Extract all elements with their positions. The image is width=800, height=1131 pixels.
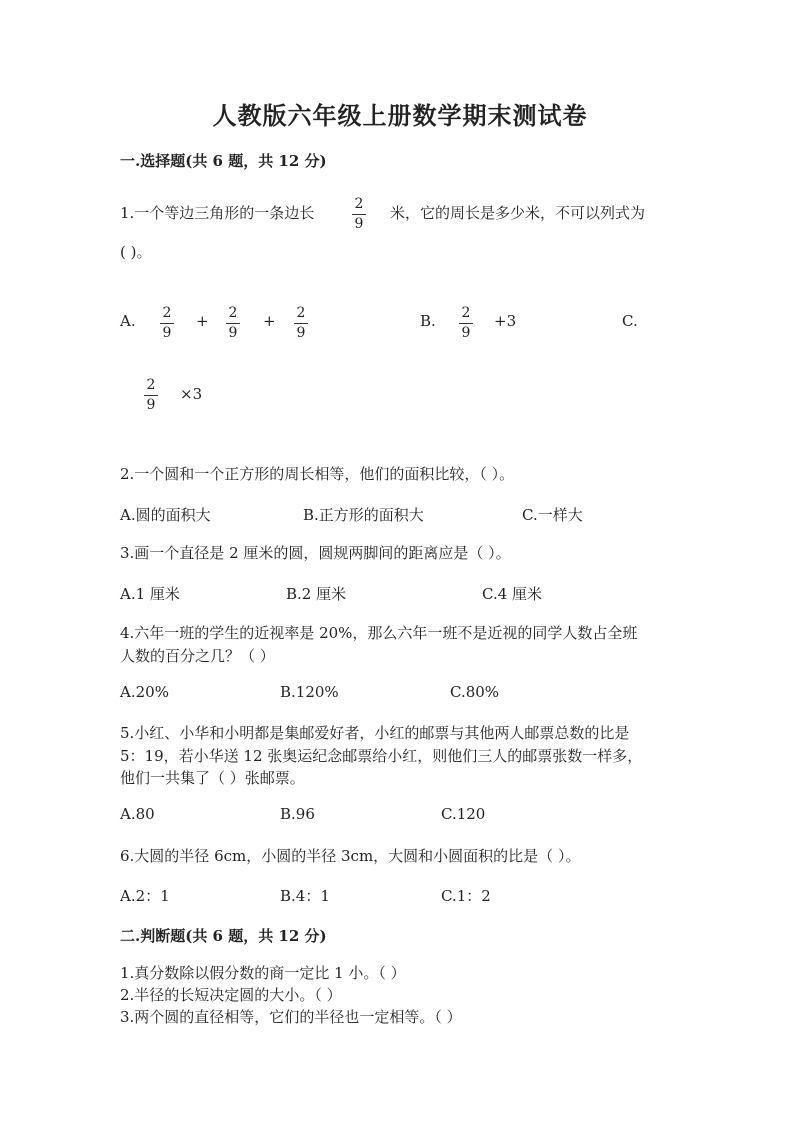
fraction-bar: [226, 323, 240, 324]
question-5-line-3: 他们一共集了（ ）张邮票。: [120, 769, 305, 787]
fraction-denominator: 9: [354, 216, 364, 232]
q1-option-b-suffix: +3: [494, 312, 517, 330]
plus-sign: +: [263, 312, 276, 330]
q1-option-c-suffix: ×3: [180, 385, 203, 403]
fraction-bar: [160, 323, 174, 324]
section-heading-choice: 一.选择题(共 6 题，共 12 分): [120, 152, 327, 170]
fraction-bar: [144, 395, 158, 396]
fraction-denominator: 9: [461, 325, 471, 341]
question-5-line-1: 5.小红、小华和小明都是集邮爱好者，小红的邮票与其他两人邮票总数的比是: [120, 724, 630, 742]
q4-option-c: C.80%: [450, 683, 500, 701]
fraction-bar: [459, 323, 473, 324]
fraction-numerator: 2: [162, 305, 172, 321]
fraction-numerator: 2: [296, 305, 306, 321]
q2-option-a: A.圆的面积大: [120, 506, 211, 524]
question-1-text-a: 1.一个等边三角形的一条边长: [120, 204, 315, 222]
fraction-2-9: [459, 306, 473, 341]
question-6-text: 6.大圆的半径 6cm，小圆的半径 3cm，大圆和小圆面积的比是（ ）。: [120, 847, 581, 865]
q6-option-c: C.1：2: [441, 887, 491, 905]
question-5-line-2: 5：19，若小华送 12 张奥运纪念邮票给小红，则他们三人的邮票张数一样多，: [120, 747, 643, 765]
fraction-2-9: [226, 306, 240, 341]
fraction-numerator: 2: [146, 377, 156, 393]
fraction-denominator: 9: [296, 325, 306, 341]
fraction-numerator: 2: [228, 305, 238, 321]
judgement-item-1: 1.真分数除以假分数的商一定比 1 小。（ ）: [120, 964, 406, 982]
question-4-line-1: 4.六年一班的学生的近视率是 20%，那么六年一班不是近视的同学人数占全班: [120, 624, 638, 642]
q3-option-c: C.4 厘米: [482, 585, 543, 603]
fraction-2-9: [160, 306, 174, 341]
fraction-2-9: [144, 378, 158, 413]
q5-option-b: B.96: [280, 805, 315, 823]
q5-option-c: C.120: [441, 805, 486, 823]
fraction-numerator: 2: [461, 305, 471, 321]
fraction-2-9: [352, 197, 366, 232]
fraction-denominator: 9: [162, 325, 172, 341]
question-3-text: 3.画一个直径是 2 厘米的圆，圆规两脚间的距离应是（ ）。: [120, 544, 511, 562]
question-1-text-c: ( )。: [120, 243, 152, 261]
fraction-denominator: 9: [146, 397, 156, 413]
plus-sign: +: [196, 312, 209, 330]
q6-option-b: B.4：1: [280, 887, 330, 905]
q1-option-b-label: B.: [420, 312, 436, 330]
question-4-line-2: 人数的百分之几？（ ）: [120, 647, 275, 665]
q4-option-b: B.120%: [280, 683, 339, 701]
q6-option-a: A.2：1: [120, 887, 170, 905]
question-1-text-b: 米，它的周长是多少米，不可以列式为: [390, 204, 646, 222]
fraction-2-9: [294, 306, 308, 341]
section-heading-judgement: 二.判断题(共 6 题，共 12 分): [120, 927, 327, 945]
judgement-item-2: 2.半径的长短决定圆的大小。（ ）: [120, 986, 342, 1004]
q2-option-b: B.正方形的面积大: [303, 506, 424, 524]
fraction-bar: [352, 214, 366, 215]
judgement-item-3: 3.两个圆的直径相等，它们的半径也一定相等。（ ）: [120, 1008, 462, 1026]
q3-option-a: A.1 厘米: [120, 585, 180, 603]
page-title: 人教版六年级上册数学期末测试卷: [212, 101, 588, 130]
q2-option-c: C.一样大: [522, 506, 583, 524]
fraction-denominator: 9: [228, 325, 238, 341]
fraction-bar: [294, 323, 308, 324]
q1-option-a-label: A.: [120, 312, 136, 330]
question-2-text: 2.一个圆和一个正方形的周长相等，他们的面积比较，（ ）。: [120, 465, 515, 483]
fraction-numerator: 2: [354, 196, 364, 212]
q4-option-a: A.20%: [120, 683, 169, 701]
q5-option-a: A.80: [120, 805, 155, 823]
q1-option-c-label: C.: [622, 312, 638, 330]
q3-option-b: B.2 厘米: [286, 585, 347, 603]
